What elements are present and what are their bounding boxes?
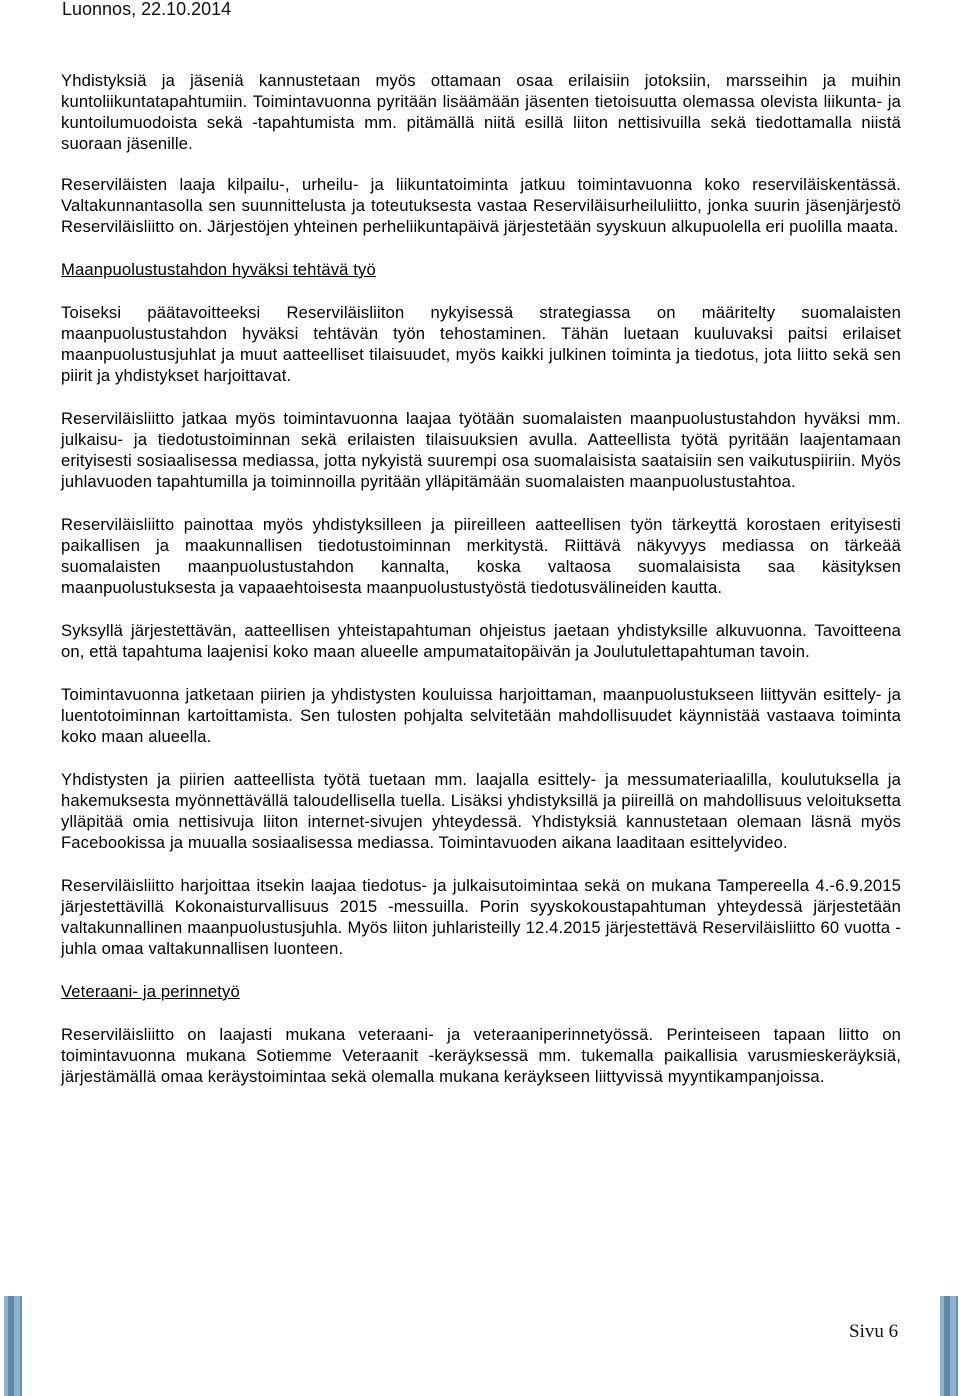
paragraph-strategy-goal: Toiseksi päätavoitteeksi Reserviläisliiton nykyisessä strategiassa on määritelty suomalaisten maanpuolustustahdon hyväksi tehtävän työn tehostaminen. Tähän luetaan kuuluvaksi paitsi erilaiset maanpuolustusjuhlat ja muut aatteelliset tilaisuudet, myös kaikki julkinen toiminta ja tiedotus, jota liitto sekä sen piirit ja yhdistykset harjoittavat. [61,303,901,385]
paragraph-school-lectures: Toimintavuonna jatketaan piirien ja yhdistysten kouluissa harjoittaman, maanpuolustukseen liittyvän esittely- ja luentotoiminnan kartoittamista. Sen tulosten pohjalta selvitetään mahdollisuudet käynnistää vastaava toiminta koko maan alueella. [61,685,901,746]
paragraph-autumn-event: Syksyllä järjestettävän, aatteellisen yhteistapahtuman ohjeistus jaetaan yhdistyksille alkuvuonna. Tavoitteena on, että tapahtuma laajenisi koko maan alueelle ampumataitopäivän ja Joulutulettapahtuman tavoin. [61,621,901,661]
section-heading-defence-will: Maanpuolustustahdon hyväksi tehtävä työ [61,260,376,279]
section-heading-veteran-work: Veteraani- ja perinnetyö [61,982,240,1001]
page-number: Sivu 6 [849,1321,899,1342]
paragraph-publications-fair: Reserviläisliitto harjoittaa itsekin laajaa tiedotus- ja julkaisutoimintaa sekä on mukana Tampereella 4.-6.9.2015 järjestettävillä Kokonaisturvallisuus 2015 -messuilla. Porin syyskokoustapahtuman yhteydessä järjestetään valtakunnallinen maanpuolustusjuhla. Myös liiton juhlaristeilly 12.4.2015 järjestettävä Reserviläisliitto 60 vuotta -juhla omaa valtakunnallisen luonteen. [61,876,901,958]
paragraph-local-communication: Reserviläisliitto painottaa myös yhdistyksilleen ja piireilleen aatteellisen työn tärkeyttä korostaen erityisesti paikallisen ja maakunnallisen tiedotustoiminnan merkitystä. Riittävä näkyvyys mediassa on tärkeää suomalaisten maanpuolustustahdon kannalta, koska valtaosa suomalaisista saa käsityksen maanpuolustuksesta ja vapaaehtoisesta maanpuolustustyöstä tiedotusvälineiden kautta. [61,515,901,597]
paragraph-competition-sports: Reserviläisten laaja kilpailu-, urheilu- ja liikuntatoiminta jatkuu toimintavuonna koko reserviläiskentässä. Valtakunnantasolla sen suunnittelusta ja toteutuksesta vastaa Reserviläisurheiluliitto, jonka suurin jäsenjärjestö Reserviläisliitto on. Järjestöjen yhteinen perheliikuntapäivä järjestetään syyskuun alkupuolella eri puolilla maata. [61,175,901,236]
running-header: Luonnos, 22.10.2014 [62,0,232,19]
right-decorative-frame-bar [940,1296,958,1396]
left-decorative-frame-bar [4,1296,22,1396]
paragraph-ideological-work: Reserviläisliitto jatkaa myös toimintavuonna laajaa työtään suomalaisten maanpuolustustahdon hyväksi mm. julkaisu- ja tiedotustoiminnan sekä erilaisten tilaisuuksien avulla. Aatteellista työtä pyritään laajentamaan erityisesti sosiaalisessa mediassa, jotta nykyistä suurempi osa suomalaisista saataisiin sen vaikutuspiiriin. Myös juhlavuoden tapahtumilla ja toiminnoilla pyritään ylläpitämään suomalaisten maanpuolustustahtoa. [61,409,901,491]
paragraph-veteran-collection: Reserviläisliitto on laajasti mukana veteraani- ja veteraaniperinnetyössä. Perinteiseen tapaan liitto on toimintavuonna mukana Sotiemme Veteraanit -keräyksessä mm. tukemalla paikallisia varusmieskeräyksiä, järjestämällä omaa keräystoimintaa sekä olemalla mukana keräykseen liittyvissä myyntikampanjoissa. [61,1025,901,1086]
paragraph-support-materials: Yhdistysten ja piirien aatteellista työtä tuetaan mm. laajalla esittely- ja messumateriaalilla, koulutuksella ja hakemuksesta myönnettävällä taloudellisella tuella. Lisäksi yhdistyksillä ja piireillä on mahdollisuus veloituksetta ylläpitää omia nettisivuja liiton internet-sivujen yhteydessä. Yhdistyksiä kannustetaan olemaan läsnä myös Facebookissa ja muualla sosiaalisessa mediassa. Toimintavuoden aikana laaditaan esittelyvideo. [61,770,901,852]
document-body [61,70,901,1109]
paragraph-exercise-events: Yhdistyksiä ja jäseniä kannustetaan myös ottamaan osaa erilaisiin jotoksiin, marsseihin ja muihin kuntoliikuntatapahtumiin. Toimintavuonna pyritään lisäämään jäsenten tietoisuutta olemassa olevista liikunta- ja kuntoilumuodoista sekä -tapahtumista mm. pitämällä niitä esillä liiton nettisivuilla sekä tiedottamalla niistä suoraan jäsenille. [61,71,901,153]
